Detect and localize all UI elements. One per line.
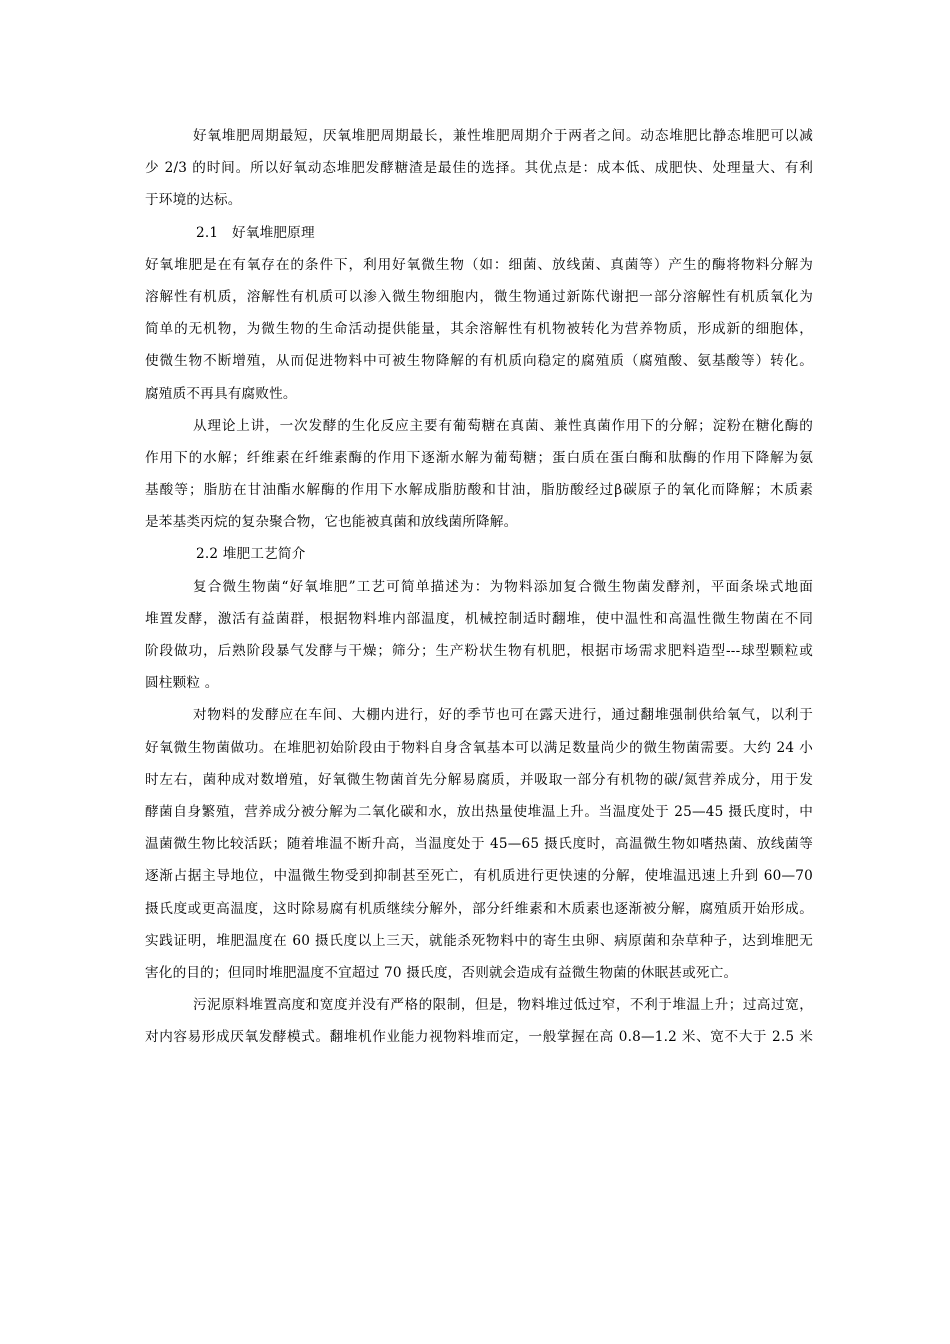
text-line: 实践证明，堆肥温度在 60 摄氏度以上三天，就能杀死物料中的寄生虫卵、病原菌和杂草种子，达到堆肥无 xyxy=(145,932,813,949)
section-heading-2-1: 2.1 好氧堆肥原理 xyxy=(196,224,315,241)
text-line: 少 2/3 的时间。所以好氧动态堆肥发酵糖渣是最佳的选择。其优点是：成本低、成肥快、处理量大、有利 xyxy=(145,160,813,177)
text-line: 好氧堆肥是在有氧存在的条件下，利用好氧微生物（如：细菌、放线菌、真菌等）产生的酶将物料分解为 xyxy=(145,256,813,273)
text-line: 好氧微生物菌做功。在堆肥初始阶段由于物料自身含氧基本可以满足数量尚少的微生物菌需要。大约 24 小 xyxy=(145,739,813,756)
text-line: 酵菌自身繁殖，营养成分被分解为二氧化碳和水，放出热量使堆温上升。当温度处于 25—45 摄氏度时，中 xyxy=(145,803,813,820)
paragraph-fermentation-process xyxy=(145,699,813,989)
paragraph-pile-dimensions xyxy=(145,989,813,1053)
paragraph-composting-cycle xyxy=(145,120,813,217)
paragraph-biochemical-reactions xyxy=(145,410,813,539)
section-heading-2-2: 2.2 堆肥工艺简介 xyxy=(196,546,306,563)
text-line: 对内容易形成厌氧发酵模式。翻堆机作业能力视物料堆而定，一般掌握在高 0.8—1.2 米、宽不大于 2.5 米 xyxy=(145,1029,813,1046)
text-line: 从理论上讲，一次发酵的生化反应主要有葡萄糖在真菌、兼性真菌作用下的分解；淀粉在糖化酶的 xyxy=(193,417,813,434)
text-line: 基酸等；脂肪在甘油酯水解酶的作用下水解成脂肪酸和甘油，脂肪酸经过β碳原子的氧化而降解；木质素 xyxy=(145,482,813,499)
text-line: 复合微生物菌“好氧堆肥”工艺可简单描述为：为物料添加复合微生物菌发酵剂，平面条垛式地面 xyxy=(193,578,813,595)
text-line: 温菌微生物比较活跃；随着堆温不断升高，当温度处于 45—65 摄氏度时，高温微生物如嗜热菌、放线菌等 xyxy=(145,836,813,853)
text-line: 腐殖质不再具有腐败性。 xyxy=(145,385,297,402)
text-line: 简单的无机物，为微生物的生命活动提供能量，其余溶解性有机物被转化为营养物质，形成新的细胞体， xyxy=(145,321,813,338)
text-line: 作用下的水解；纤维素在纤维素酶的作用下逐渐水解为葡萄糖；蛋白质在蛋白酶和肽酶的作用下降解为氨 xyxy=(145,449,813,466)
text-line: 逐渐占据主导地位，中温微生物受到抑制甚至死亡，有机质进行更快速的分解，使堆温迅速上升到 60—70 xyxy=(145,868,813,885)
document-page xyxy=(145,120,813,1053)
text-line: 对物料的发酵应在车间、大棚内进行，好的季节也可在露天进行，通过翻堆强制供给氧气，以利于 xyxy=(193,707,813,724)
text-line: 阶段做功，后熟阶段暴气发酵与干燥；筛分；生产粉状生物有机肥，根据市场需求肥料造型---球型颗粒或 xyxy=(145,643,813,659)
text-line: 使微生物不断增殖，从而促进物料中可被生物降解的有机质向稳定的腐殖质（腐殖酸、氨基酸等）转化。 xyxy=(145,353,813,370)
text-line: 好氧堆肥周期最短，厌氧堆肥周期最长，兼性堆肥周期介于两者之间。动态堆肥比静态堆肥可以减 xyxy=(193,128,813,144)
paragraph-aerobic-principle xyxy=(145,249,813,410)
text-line: 是苯基类丙烷的复杂聚合物，它也能被真菌和放线菌所降解。 xyxy=(145,514,518,531)
paragraph-process-overview xyxy=(145,571,813,700)
text-line: 于环境的达标。 xyxy=(145,192,242,209)
text-line: 时左右，菌种成对数增殖，好氧微生物菌首先分解易腐质，并吸取一部分有机物的碳/氮营养成分，用于发 xyxy=(145,771,813,788)
text-line: 堆置发酵，激活有益菌群，根据物料堆内部温度，机械控制适时翻堆，使中温性和高温性微生物菌在不同 xyxy=(145,610,813,627)
text-line: 摄氏度或更高温度，这时除易腐有机质继续分解外，部分纤维素和木质素也逐渐被分解，腐殖质开始形成。 xyxy=(145,900,813,917)
text-line: 圆柱颗粒 。 xyxy=(145,675,219,692)
text-line: 污泥原料堆置高度和宽度并没有严格的限制，但是，物料堆过低过窄，不利于堆温上升；过高过宽， xyxy=(193,997,813,1014)
text-line: 溶解性有机质，溶解性有机质可以渗入微生物细胞内，微生物通过新陈代谢把一部分溶解性有机质氧化为 xyxy=(145,288,813,305)
text-line: 害化的目的；但同时堆肥温度不宜超过 70 摄氏度，否则就会造成有益微生物菌的休眠甚或死亡。 xyxy=(145,964,738,981)
